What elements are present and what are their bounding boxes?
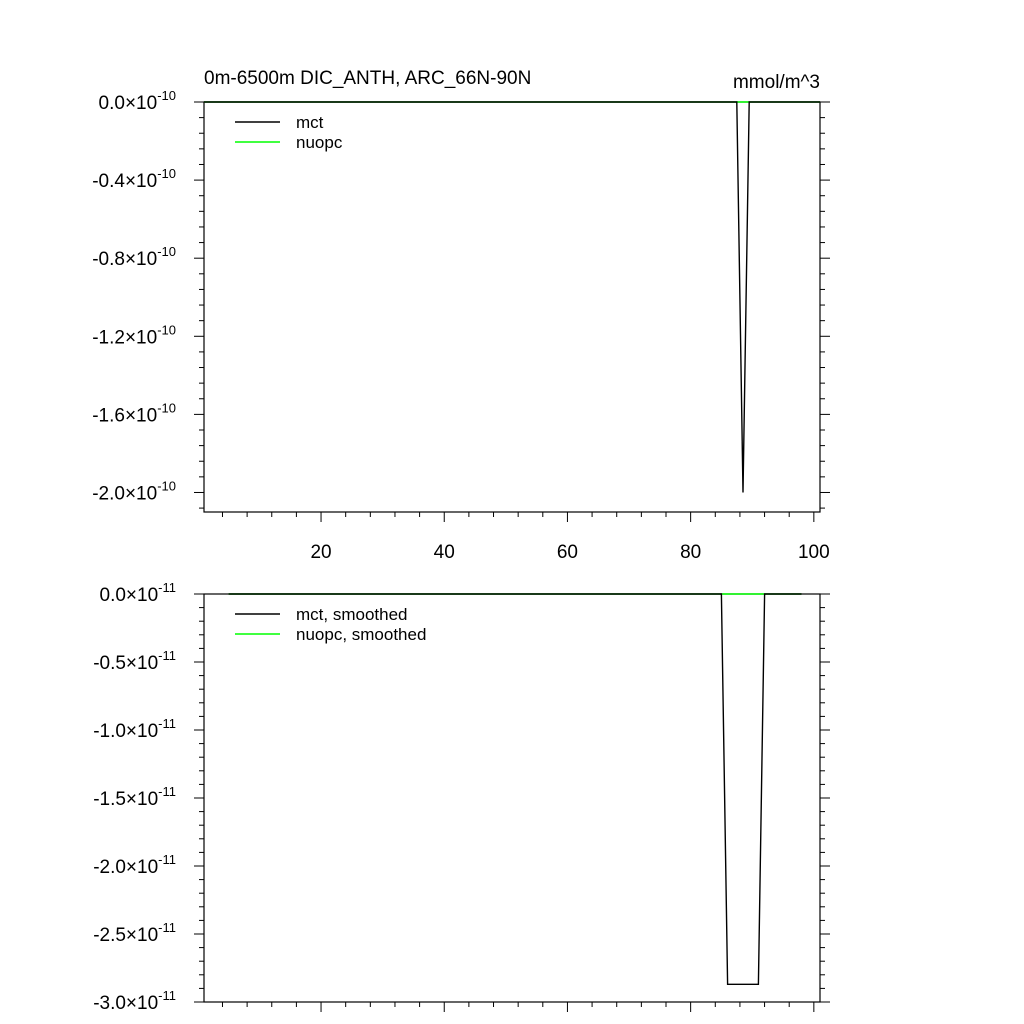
figure-title: 0m-6500m DIC_ANTH, ARC_66N-90N [204,68,532,89]
y-tick-label: $-2.0\times 10^{-11}$ [93,852,176,878]
top-panel [92,88,830,563]
series-line-mct [204,102,820,493]
x-tick-label: 80 [680,542,702,563]
units-label: mmol/m^3 [732,72,820,93]
y-tick-label: $-1.2\times 10^{-10}$ [92,322,176,349]
y-tick-label: $-0.4\times 10^{-10}$ [92,166,176,193]
y-tick-label: $-2.5\times 10^{-11}$ [93,920,176,946]
legend-label: nuopc, smoothed [296,625,427,644]
legend-label: nuopc [296,133,343,152]
legend-label: mct, smoothed [296,605,408,624]
x-tick-label: 20 [310,542,332,563]
legend-label: mct [296,113,324,132]
y-tick-label: $-1.0\times 10^{-11}$ [93,716,176,742]
bottom-panel [93,580,830,1014]
y-tick-label: $0.0\times 10^{-10}$ [98,88,176,114]
y-tick-label: $-0.8\times 10^{-10}$ [92,244,176,271]
y-tick-label: $-0.5\times 10^{-11}$ [93,648,176,674]
x-tick-label: 100 [797,542,830,563]
y-tick-label: $-1.5\times 10^{-11}$ [93,784,176,810]
x-tick-label: 40 [433,542,455,563]
series-line-mct-smoothed [229,594,802,984]
y-tick-label: $0.0\times 10^{-11}$ [99,580,176,606]
plot-frame [204,102,820,512]
y-tick-label: $-2.0\times 10^{-10}$ [92,478,176,505]
y-tick-label: $-1.6\times 10^{-10}$ [92,400,176,427]
x-tick-label: 60 [556,542,579,563]
y-tick-label: $-3.0\times 10^{-11}$ [93,988,176,1014]
